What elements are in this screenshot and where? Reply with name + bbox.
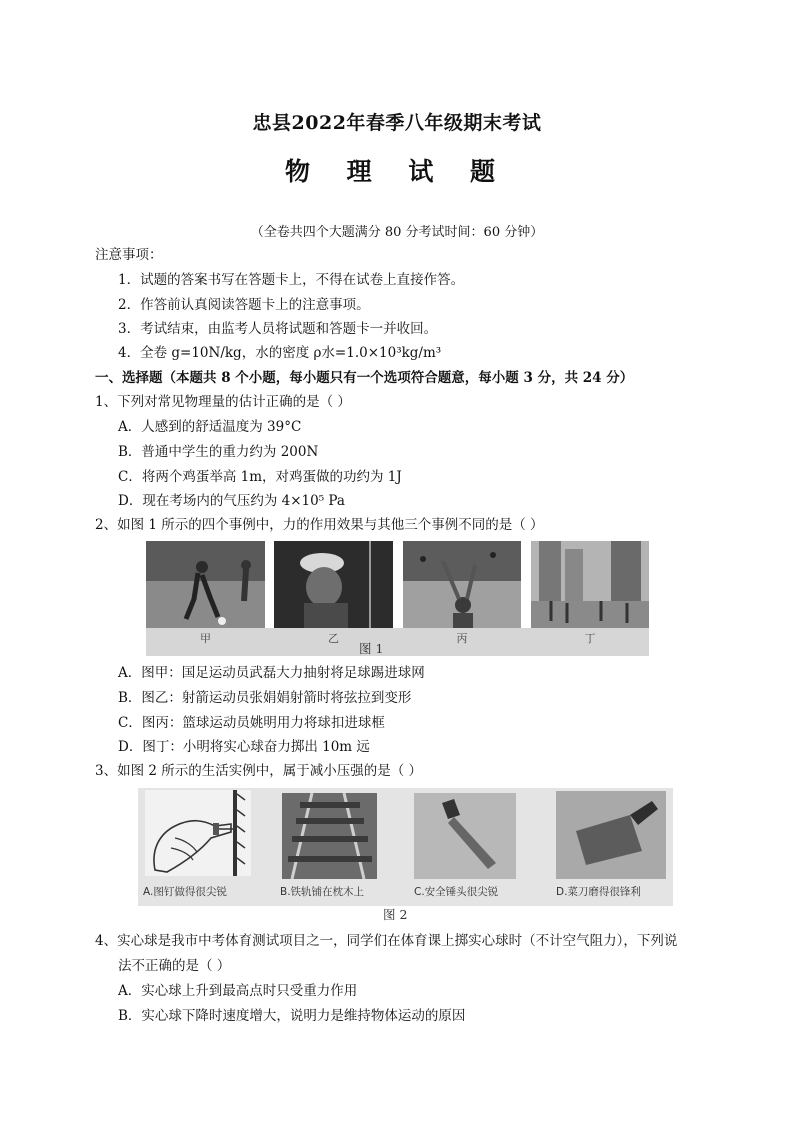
figure-2-caption: D.菜刀磨得很锋利	[556, 886, 641, 898]
cleaver-image	[556, 791, 666, 879]
railway-photo	[282, 793, 377, 879]
figure-2-label: 图 2	[383, 907, 408, 922]
question-stem: 4、实心球是我市中考体育测试项目之一，同学们在体育课上掷实心球时（不计空气阻力），下列说	[95, 933, 678, 949]
figure-1-caption: 乙	[328, 632, 339, 645]
option-item: A．图甲：国足运动员武磊大力抽射将足球踢进球网	[118, 665, 425, 681]
option-item: D．现在考场内的气压约为 4×10⁵ Pa	[118, 493, 345, 509]
option-item: C．图丙：篮球运动员姚明用力将球扣进球框	[118, 715, 385, 731]
figure-2-caption: C.安全锤头很尖锐	[414, 886, 499, 898]
pushpin-drawing	[145, 790, 251, 876]
figure-2-caption: B.铁轨铺在枕木上	[280, 886, 365, 898]
figure-1-caption: 丙	[456, 632, 468, 645]
photo-shotput	[531, 541, 649, 628]
option-item: D．图丁：小明将实心球奋力掷出 10m 远	[118, 739, 370, 755]
exam-title: 忠县2022年春季八年级期末考试	[252, 112, 542, 134]
photo-basketball	[403, 541, 521, 628]
exam-info: （全卷共四个大题满分 80 分考试时间：60 分钟）	[250, 225, 544, 240]
option-item: B．图乙：射箭运动员张娟娟射箭时将弦拉到变形	[118, 690, 412, 706]
question-stem-continued: 法不正确的是（ ）	[118, 958, 231, 974]
option-item: B．普通中学生的重力约为 200N	[118, 444, 319, 460]
note-item: 4．全卷 g=10N/kg，水的密度 ρ水=1.0×10³kg/m³	[118, 345, 442, 361]
photo-shotput-image	[531, 541, 649, 628]
figure-2-caption: A.图钉做得很尖锐	[143, 886, 227, 898]
pushpin-drawing-image	[145, 790, 251, 876]
question-stem: 2、如图 1 所示的四个事例中，力的作用效果与其他三个事例不同的是（ ）	[95, 517, 544, 533]
option-item: A．人感到的舒适温度为 39°C	[118, 419, 302, 435]
notes-heading: 注意事项：	[95, 247, 163, 263]
figure-1-caption: 丁	[584, 632, 596, 645]
safety-hammer-photo	[414, 793, 516, 879]
photo-archery-image	[274, 541, 393, 628]
railway-photo-image	[282, 793, 377, 879]
exam-subtitle: 物 理 试 题	[284, 157, 510, 186]
question-stem: 3、如图 2 所示的生活实例中，属于减小压强的是（ ）	[95, 763, 423, 779]
photo-basketball-image	[403, 541, 521, 628]
figure-1-caption: 甲	[200, 632, 211, 645]
section-heading: 一、选择题（本题共 8 个小题，每小题只有一个选项符合题意，每小题 3 分，共 24 分）	[95, 370, 634, 386]
note-item: 2．作答前认真阅读答题卡上的注意事项。	[118, 297, 370, 313]
photo-football-image	[146, 541, 265, 628]
photo-archery	[274, 541, 393, 628]
figure-1-label: 图 1	[359, 641, 384, 656]
photo-football	[146, 541, 265, 628]
option-item: B．实心球下降时速度增大，说明力是维持物体运动的原因	[118, 1008, 466, 1024]
option-item: A．实心球上升到最高点时只受重力作用	[118, 983, 358, 999]
option-item: C．将两个鸡蛋举高 1m，对鸡蛋做的功约为 1J	[118, 469, 402, 485]
cleaver-photo	[556, 791, 666, 879]
question-stem: 1、下列对常见物理量的估计正确的是（ ）	[95, 394, 351, 410]
safety-hammer-image	[414, 793, 516, 879]
note-item: 3．考试结束，由监考人员将试题和答题卡一并收回。	[118, 321, 438, 337]
note-item: 1．试题的答案书写在答题卡上，不得在试卷上直接作答。	[118, 272, 465, 288]
